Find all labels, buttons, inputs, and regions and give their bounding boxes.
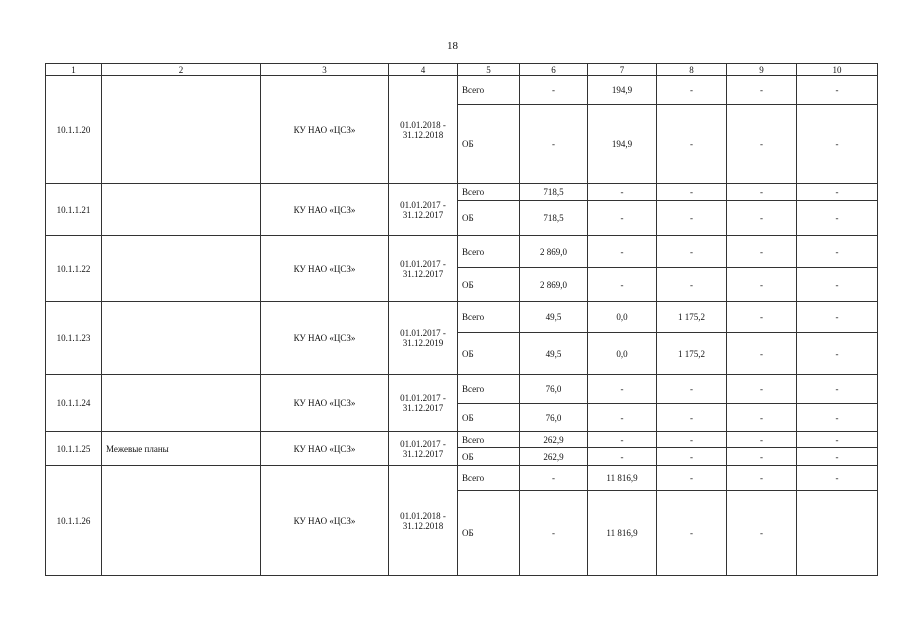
amount-cell: 49,5: [520, 302, 588, 333]
column-number: 4: [389, 64, 458, 76]
amount-cell: 718,5: [520, 201, 588, 236]
amount-cell: -: [588, 184, 657, 201]
amount-cell: -: [657, 466, 727, 491]
amount-cell: 2 869,0: [520, 236, 588, 268]
amount-cell: -: [727, 333, 797, 375]
amount-cell: -: [797, 184, 878, 201]
item-period: 01.01.2018 - 31.12.2018: [389, 76, 458, 184]
table-row: [46, 432, 878, 448]
amount-cell: -: [727, 432, 797, 448]
item-description: [102, 76, 261, 184]
column-number: 10: [797, 64, 878, 76]
amount-cell: 11 816,9: [588, 491, 657, 576]
column-number: 1: [46, 64, 102, 76]
amount-cell: -: [727, 76, 797, 105]
column-number-row: [46, 64, 878, 76]
page-number: 18: [447, 40, 458, 52]
amount-cell: -: [727, 184, 797, 201]
table-body: [46, 76, 878, 576]
amount-cell: -: [797, 432, 878, 448]
item-description: [102, 466, 261, 576]
table-row: [46, 466, 878, 491]
item-description: [102, 375, 261, 432]
amount-cell: -: [520, 491, 588, 576]
item-code: 10.1.1.26: [46, 466, 102, 576]
amount-cell: -: [797, 268, 878, 302]
amount-cell: -: [727, 201, 797, 236]
amount-cell: -: [797, 76, 878, 105]
table-row: [46, 236, 878, 268]
item-executor: КУ НАО «ЦСЗ»: [261, 466, 389, 576]
amount-cell: 0,0: [588, 302, 657, 333]
item-period: 01.01.2017 - 31.12.2017: [389, 375, 458, 432]
funding-source-ob: ОБ: [458, 268, 520, 302]
amount-cell: 49,5: [520, 333, 588, 375]
amount-cell: -: [797, 466, 878, 491]
amount-cell: -: [727, 466, 797, 491]
amount-cell: -: [588, 404, 657, 432]
amount-cell: -: [797, 404, 878, 432]
item-code: 10.1.1.24: [46, 375, 102, 432]
table-row: [46, 184, 878, 201]
amount-cell: -: [797, 236, 878, 268]
column-number: 8: [657, 64, 727, 76]
amount-cell: 0,0: [588, 333, 657, 375]
item-description: [102, 302, 261, 375]
item-executor: КУ НАО «ЦСЗ»: [261, 236, 389, 302]
amount-cell: -: [797, 375, 878, 404]
amount-cell: [797, 491, 878, 576]
item-code: 10.1.1.21: [46, 184, 102, 236]
amount-cell: -: [727, 236, 797, 268]
amount-cell: -: [657, 404, 727, 432]
amount-cell: 1 175,2: [657, 333, 727, 375]
item-code: 10.1.1.25: [46, 432, 102, 466]
funding-source-ob: ОБ: [458, 333, 520, 375]
amount-cell: -: [520, 466, 588, 491]
funding-source-total: Всего: [458, 184, 520, 201]
amount-cell: 76,0: [520, 375, 588, 404]
amount-cell: 11 816,9: [588, 466, 657, 491]
item-executor: КУ НАО «ЦСЗ»: [261, 302, 389, 375]
funding-source-total: Всего: [458, 375, 520, 404]
item-executor: КУ НАО «ЦСЗ»: [261, 76, 389, 184]
funding-source-ob: ОБ: [458, 448, 520, 466]
item-description: [102, 236, 261, 302]
amount-cell: -: [588, 268, 657, 302]
amount-cell: -: [588, 236, 657, 268]
funding-source-ob: ОБ: [458, 201, 520, 236]
amount-cell: 194,9: [588, 105, 657, 184]
funding-source-total: Всего: [458, 236, 520, 268]
amount-cell: -: [520, 76, 588, 105]
column-number: 5: [458, 64, 520, 76]
amount-cell: 1 175,2: [657, 302, 727, 333]
amount-cell: -: [657, 375, 727, 404]
item-period: 01.01.2018 - 31.12.2018: [389, 466, 458, 576]
program-table: [45, 63, 878, 576]
column-number: 9: [727, 64, 797, 76]
funding-source-ob: ОБ: [458, 491, 520, 576]
amount-cell: -: [727, 448, 797, 466]
funding-source-ob: ОБ: [458, 404, 520, 432]
amount-cell: -: [797, 333, 878, 375]
amount-cell: -: [727, 491, 797, 576]
table-row: [46, 302, 878, 333]
table-row: [46, 76, 878, 105]
amount-cell: -: [657, 491, 727, 576]
amount-cell: -: [588, 375, 657, 404]
amount-cell: -: [588, 448, 657, 466]
amount-cell: -: [727, 404, 797, 432]
funding-source-total: Всего: [458, 432, 520, 448]
column-number: 3: [261, 64, 389, 76]
amount-cell: 76,0: [520, 404, 588, 432]
amount-cell: -: [657, 268, 727, 302]
column-number: 7: [588, 64, 657, 76]
column-number: 6: [520, 64, 588, 76]
table-row: [46, 375, 878, 404]
funding-source-total: Всего: [458, 76, 520, 105]
item-executor: КУ НАО «ЦСЗ»: [261, 375, 389, 432]
amount-cell: -: [657, 105, 727, 184]
amount-cell: -: [797, 302, 878, 333]
amount-cell: -: [657, 76, 727, 105]
amount-cell: -: [727, 268, 797, 302]
amount-cell: -: [520, 105, 588, 184]
amount-cell: -: [657, 201, 727, 236]
item-description: [102, 184, 261, 236]
column-number: 2: [102, 64, 261, 76]
item-period: 01.01.2017 - 31.12.2017: [389, 432, 458, 466]
amount-cell: -: [588, 432, 657, 448]
amount-cell: 2 869,0: [520, 268, 588, 302]
item-period: 01.01.2017 - 31.12.2017: [389, 236, 458, 302]
item-period: 01.01.2017 - 31.12.2019: [389, 302, 458, 375]
funding-source-total: Всего: [458, 302, 520, 333]
amount-cell: -: [657, 184, 727, 201]
amount-cell: -: [727, 302, 797, 333]
amount-cell: -: [657, 448, 727, 466]
item-code: 10.1.1.23: [46, 302, 102, 375]
amount-cell: 262,9: [520, 448, 588, 466]
item-period: 01.01.2017 - 31.12.2017: [389, 184, 458, 236]
funding-source-ob: ОБ: [458, 105, 520, 184]
item-executor: КУ НАО «ЦСЗ»: [261, 432, 389, 466]
item-code: 10.1.1.22: [46, 236, 102, 302]
amount-cell: -: [797, 105, 878, 184]
amount-cell: 262,9: [520, 432, 588, 448]
amount-cell: 718,5: [520, 184, 588, 201]
amount-cell: -: [657, 236, 727, 268]
amount-cell: -: [727, 375, 797, 404]
amount-cell: -: [797, 201, 878, 236]
amount-cell: -: [727, 105, 797, 184]
amount-cell: 194,9: [588, 76, 657, 105]
item-description: Межевые планы: [102, 432, 261, 466]
item-code: 10.1.1.20: [46, 76, 102, 184]
amount-cell: -: [588, 201, 657, 236]
item-executor: КУ НАО «ЦСЗ»: [261, 184, 389, 236]
funding-source-total: Всего: [458, 466, 520, 491]
amount-cell: -: [657, 432, 727, 448]
amount-cell: -: [797, 448, 878, 466]
